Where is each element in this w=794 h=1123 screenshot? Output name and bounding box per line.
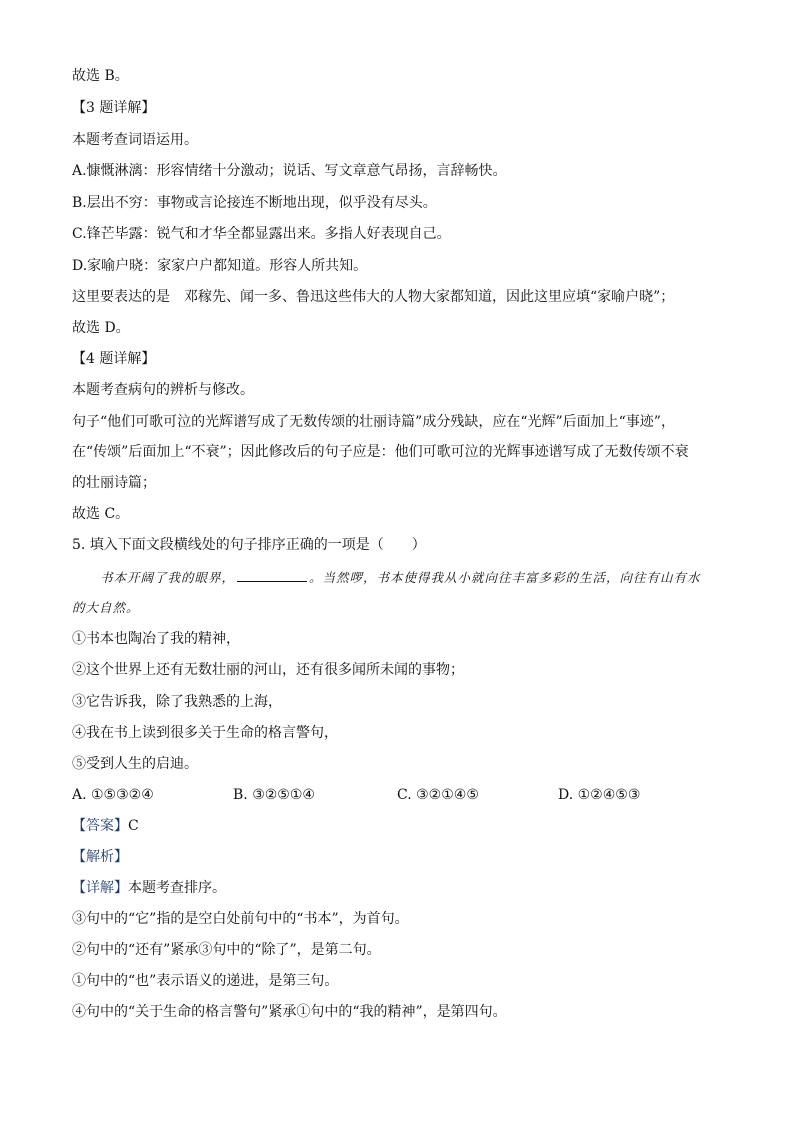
passage-part-b: 。当然啰，书本使得我从小就向往丰富多彩的生活，向往有山有水 (309, 570, 701, 585)
explanation-4: ④句中的“关于生命的格言警句”紧承①句中的“我的精神”，是第四句。 (72, 1004, 507, 1020)
q3-detail-heading: 【3 题详解】 (72, 100, 156, 116)
q3-option-a-explanation: A.慷慨淋漓：形容情绪十分激动；说话、写文章意气昂扬，言辞畅快。 (72, 163, 507, 179)
q3-intro: 本题考查词语运用。 (72, 132, 198, 148)
passage-part-a: 书本开阔了我的眼界， (100, 570, 236, 585)
passage-line2: 的大自然。 (72, 600, 140, 615)
q4-intro: 本题考查病句的辨析与修改。 (72, 382, 254, 398)
explanation-2: ②句中的“还有”紧承③句中的“除了”，是第二句。 (72, 942, 381, 958)
explanation-1: ③句中的“它”指的是空白处前句中的“书本”，为首句。 (72, 911, 409, 927)
option-d: D. ①②④⑤③ (558, 787, 641, 803)
answer-blank (237, 569, 307, 582)
question-5-stem: 5. 填入下面文段横线处的句子排序正确的一项是（ ） (72, 537, 426, 553)
sentence-1: ①书本也陶冶了我的精神， (72, 631, 240, 647)
option-b: B. ③②⑤①④ (233, 787, 315, 803)
sentence-2: ②这个世界上还有无数壮丽的河山，还有很多闻所未闻的事物； (72, 662, 464, 678)
conclusion-b: 故选 B。 (72, 68, 129, 84)
passage-line1 (100, 569, 732, 586)
conclusion-d: 故选 D。 (72, 320, 130, 336)
option-a: A. ①⑤③②④ (72, 787, 154, 803)
answer-row (72, 818, 732, 834)
sentence-4: ④我在书上读到很多关于生命的格言警句， (72, 725, 338, 741)
sentence-5: ⑤受到人生的启迪。 (72, 756, 198, 772)
sentence-3: ③它告诉我，除了我熟悉的上海， (72, 694, 282, 710)
answer-label: 【答案】 (72, 818, 128, 834)
q4-reasoning-line1: 句子“他们可歌可泣的光辉谱写成了无数传颂的壮丽诗篇”成分残缺，应在“光辉”后面加上“事迹”， (72, 414, 675, 430)
detail-label: 【详解】 (72, 880, 128, 896)
detail-text: 本题考查排序。 (128, 880, 226, 896)
q3-option-b-explanation: B.层出不穷：事物或言论接连不断地出现，似乎没有尽头。 (72, 195, 437, 211)
q4-detail-heading: 【4 题详解】 (72, 351, 156, 367)
conclusion-c: 故选 C。 (72, 506, 130, 522)
q3-option-c-explanation: C.锋芒毕露：锐气和才华全都显露出来。多指人好表现自己。 (72, 226, 451, 242)
explanation-3: ①句中的“也”表示语义的递进，是第三句。 (72, 973, 339, 989)
analysis-heading: 【解析】 (72, 849, 128, 865)
q3-reasoning: 这里要表达的是 邓稼先、闻一多、鲁迅这些伟大的人物大家都知道，因此这里应填“家喻户晓”； (72, 289, 675, 305)
answer-value: C (128, 818, 139, 834)
q3-option-d-explanation: D.家喻户晓：家家户户都知道。形容人所共知。 (72, 258, 368, 274)
q4-reasoning-line3: 的壮丽诗篇； (72, 475, 156, 491)
option-c: C. ③②①④⑤ (397, 787, 479, 803)
detail-row (72, 880, 732, 896)
answer-options (72, 787, 732, 803)
q4-reasoning-line2: 在“传颂”后面加上“不衰”；因此修改后的句子应是：他们可歌可泣的光辉事迹谱写成了无数传颂不衰 (72, 444, 689, 460)
